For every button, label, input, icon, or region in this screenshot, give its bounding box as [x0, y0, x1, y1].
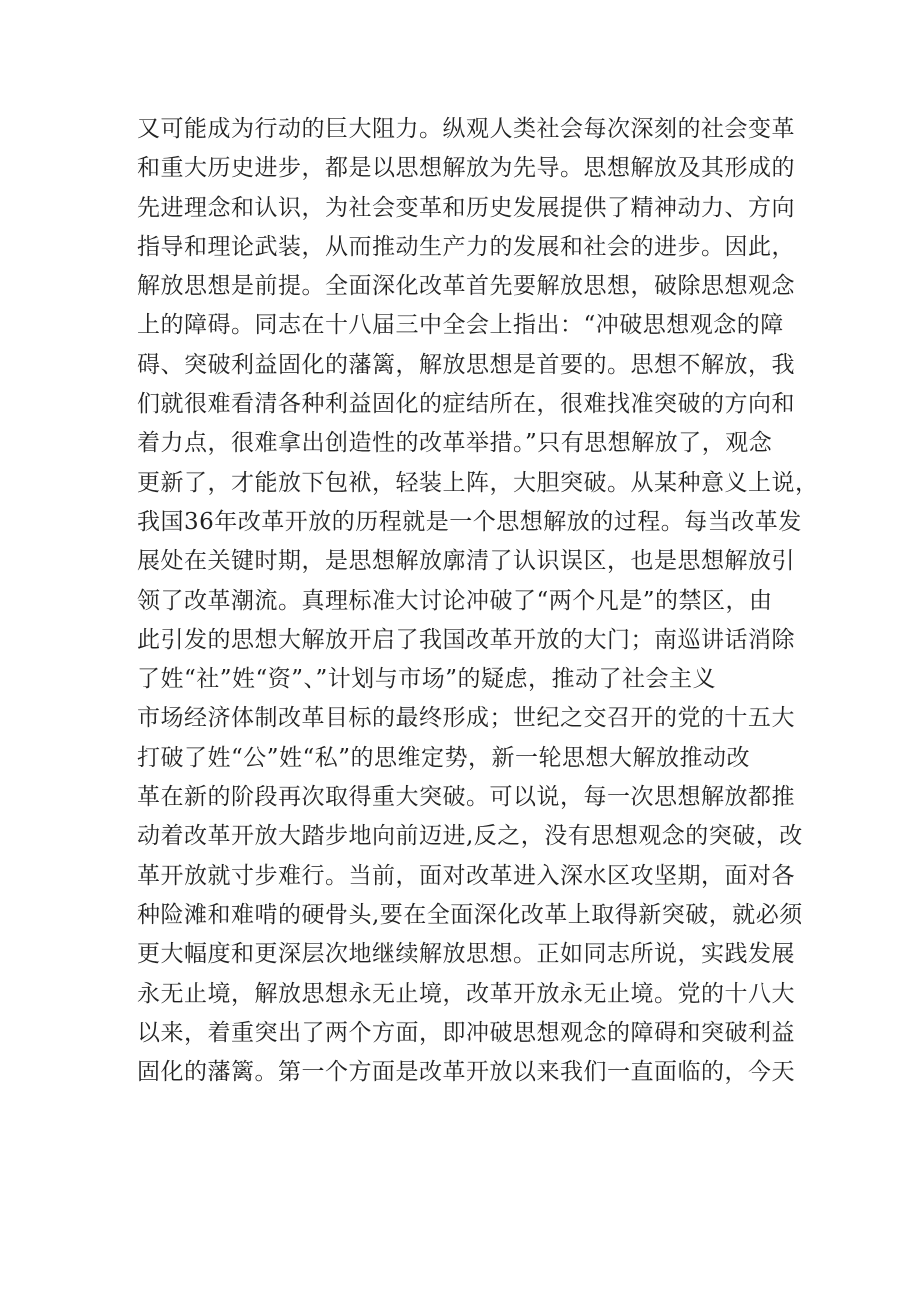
- text-line: 固化的藩篱。第一个方面是改革开放以来我们一直面临的，今天: [137, 1059, 795, 1086]
- text-line: 又可能成为行动的巨大阻力。纵观人类社会每次深刻的社会变革: [137, 116, 795, 142]
- text-line: 革开放就寸步难行。当前，面对改革进入深水区攻坚期，面对各: [137, 862, 795, 889]
- text-line: 我国36年改革开放的历程就是一个思想解放的过程。每当改革发: [137, 508, 802, 535]
- text-line: 更新了，才能放下包袱，轻装上阵，大胆突破。从某种意义上说，: [137, 469, 819, 496]
- text-line: 们就很难看清各种利益固化的症结所在，很难找准突破的方向和: [137, 391, 795, 418]
- text-line: 更大幅度和更深层次地继续解放思想。正如同志所说，实践发展: [137, 941, 795, 968]
- text-line: 以来，着重突出了两个方面，即冲破思想观念的障碍和突破利益: [137, 1019, 795, 1046]
- text-line: 市场经济体制改革目标的最终形成；世纪之交召开的党的十五大: [137, 705, 795, 732]
- text-line: 指导和理论武装，从而推动生产力的发展和社会的进步。因此，: [137, 233, 795, 260]
- text-line: 碍、突破利益固化的藩篱，解放思想是首要的。思想不解放，我: [137, 351, 795, 378]
- text-line: 打破了姓“公”姓“私”的思维定势，新一轮思想大解放推动改: [137, 744, 751, 771]
- body-text: [137, 110, 819, 1092]
- text-line: 展处在关键时期，是思想解放廓清了认识误区，也是思想解放引: [137, 548, 795, 575]
- text-line: 革在新的阶段再次取得重大突破。可以说，每一次思想解放都推: [137, 784, 795, 811]
- text-line: 解放思想是前提。全面深化改革首先要解放思想，破除思想观念: [137, 273, 795, 300]
- text-line: 领了改革潮流。真理标准大讨论冲破了“两个凡是”的禁区，由: [137, 587, 773, 614]
- text-line: 种险滩和难啃的硬骨头,要在全面深化改革上取得新突破，就必须: [137, 901, 803, 928]
- text-line: 和重大历史进步，都是以思想解放为先导。思想解放及其形成的: [137, 155, 795, 182]
- text-line: 先进理念和认识，为社会变革和历史发展提供了精神动力、方向: [137, 194, 795, 221]
- text-line: 了姓“社”姓“资”、”计划与市场”的疑虑，推动了社会主义: [137, 666, 717, 693]
- text-line: 动着改革开放大踏步地向前迈进,反之，没有思想观念的突破，改: [137, 823, 803, 850]
- text-line: 上的障碍。同志在十八届三中全会上指出：“冲破思想观念的障: [137, 312, 784, 339]
- text-line: 此引发的思想大解放开启了我国改革开放的大门；南巡讲话消除: [137, 626, 795, 653]
- text-line: 着力点，很难拿出创造性的改革举措。”只有思想解放了，观念: [137, 430, 773, 457]
- text-line: 永无止境，解放思想永无止境，改革开放永无止境。党的十八大: [137, 980, 795, 1007]
